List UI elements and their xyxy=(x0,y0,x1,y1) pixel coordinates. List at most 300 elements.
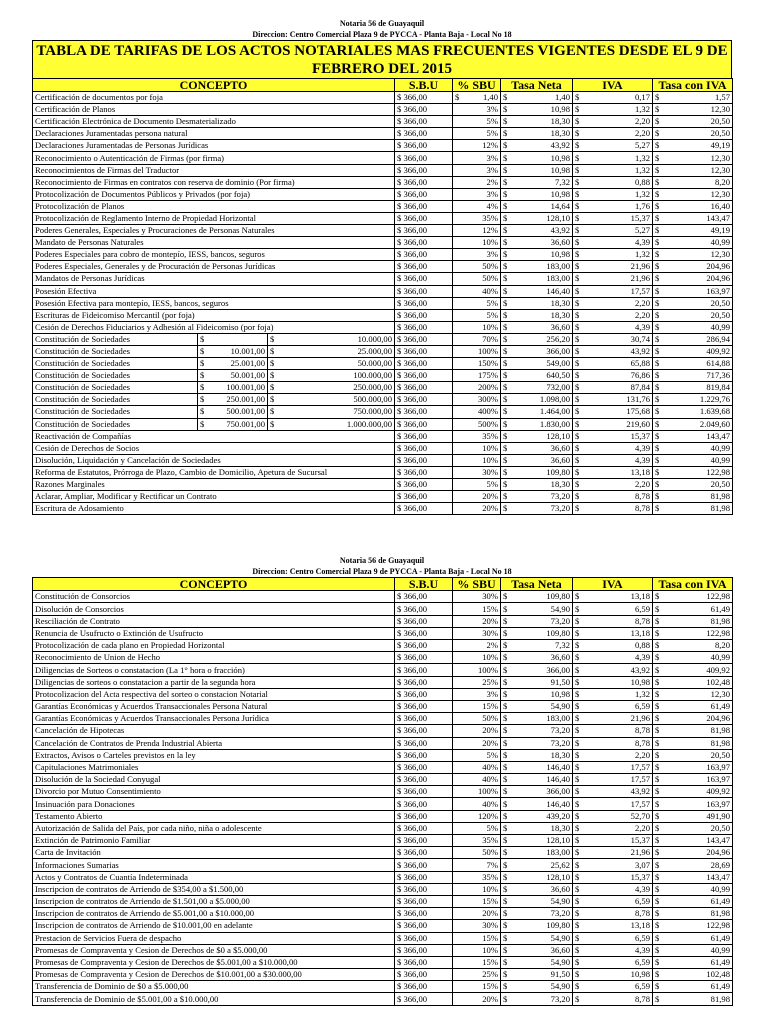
cell-pct-sbu: 5% xyxy=(453,309,501,321)
cell-tasa-neta-value: 36,60 xyxy=(550,883,570,894)
cell-concepto: Diligencias de Sorteos o constatacion (La 1° hora o fracción) xyxy=(33,664,395,676)
cell-iva-value: 8,78 xyxy=(634,908,650,919)
cell-tasa-con-iva xyxy=(653,491,733,503)
cell-tasa-con-iva-value: 81,98 xyxy=(710,615,730,626)
currency-sign: $ xyxy=(655,774,660,785)
table-row xyxy=(33,591,733,603)
currency-sign: $ xyxy=(575,932,580,943)
table-row xyxy=(33,370,733,382)
cell-tasa-neta xyxy=(501,798,573,810)
cell-tasa-con-iva xyxy=(653,382,733,394)
cell-pct-sbu: 15% xyxy=(453,895,501,907)
cell-concepto: Inscripcion de contratos de Arriendo de $354,00 a $1.500,00 xyxy=(33,883,395,895)
cell-tasa-neta xyxy=(501,883,573,895)
cell-tasa-con-iva xyxy=(653,981,733,993)
cell-concepto: Certificación de documentos por foja xyxy=(33,92,395,104)
table-row xyxy=(33,104,733,116)
currency-sign: $ xyxy=(200,370,205,381)
table-row xyxy=(33,883,733,895)
cell-tasa-neta xyxy=(501,128,573,140)
col-iva: IVA xyxy=(573,79,653,92)
cell-pct-sbu: 30% xyxy=(453,627,501,639)
cell-concepto: Promesas de Compraventa y Cesion de Derechos de $10.001,00 a $30.000,00 xyxy=(33,969,395,981)
currency-sign: $ xyxy=(655,798,660,809)
cell-iva xyxy=(573,810,653,822)
cell-tasa-neta xyxy=(501,297,573,309)
cell-tasa-neta xyxy=(501,140,573,152)
cell-iva-value: 17,57 xyxy=(630,762,650,772)
currency-sign: $ xyxy=(200,382,205,393)
cell-tasa-con-iva xyxy=(653,406,733,418)
cell-tasa-con-iva-value: 61,49 xyxy=(710,981,730,992)
currency-sign: $ xyxy=(655,370,660,381)
cell-concepto: Protocolización de Documentos Públicos y Privados (por foja) xyxy=(33,188,395,200)
cell-tasa-con-iva xyxy=(653,176,733,188)
currency-sign: $ xyxy=(503,225,508,236)
cell-tasa-neta-value: 73,20 xyxy=(550,725,570,736)
table-row xyxy=(33,333,733,345)
cell-sbu: $ 366,00 xyxy=(395,725,453,737)
cell-iva-value: 4,39 xyxy=(634,652,650,663)
currency-sign: $ xyxy=(575,152,580,163)
cell-iva-value: 6,59 xyxy=(634,981,650,992)
currency-sign: $ xyxy=(270,394,275,405)
cell-tasa-con-iva xyxy=(653,956,733,968)
cell-tasa-con-iva xyxy=(653,273,733,285)
cell-sbu: $ 366,00 xyxy=(395,615,453,627)
cell-tasa-con-iva xyxy=(653,859,733,871)
cell-tasa-neta-value: 14,64 xyxy=(550,200,570,211)
cell-tasa-con-iva-value: 1,57 xyxy=(714,92,730,103)
cell-tasa-con-iva xyxy=(653,345,733,357)
cell-tasa-neta-value: 54,90 xyxy=(550,701,570,712)
cell-tasa-neta xyxy=(501,358,573,370)
table-row xyxy=(33,835,733,847)
currency-sign: $ xyxy=(655,969,660,980)
cell-range-from xyxy=(198,382,268,394)
currency-sign: $ xyxy=(503,321,508,332)
cell-tasa-neta xyxy=(501,418,573,430)
cell-iva-value: 5,27 xyxy=(634,140,650,151)
currency-sign: $ xyxy=(575,810,580,821)
cell-iva xyxy=(573,871,653,883)
currency-sign: $ xyxy=(503,627,508,638)
cell-tasa-con-iva xyxy=(653,993,733,1005)
currency-sign: $ xyxy=(503,932,508,943)
cell-tasa-neta xyxy=(501,725,573,737)
currency-sign: $ xyxy=(655,225,660,236)
cell-tasa-con-iva xyxy=(653,591,733,603)
cell-tasa-neta-value: 54,90 xyxy=(550,896,570,907)
cell-sbu: $ 366,00 xyxy=(395,382,453,394)
cell-tasa-neta-value: 1.464,00 xyxy=(539,406,570,417)
cell-pct-sbu: 3% xyxy=(453,164,501,176)
currency-sign: $ xyxy=(503,273,508,284)
cell-tasa-neta-value: 109,80 xyxy=(546,627,570,638)
currency-sign: $ xyxy=(655,346,660,357)
cell-sbu: $ 366,00 xyxy=(395,237,453,249)
cell-tasa-con-iva xyxy=(653,810,733,822)
cell-concepto: Reconocimientos de Firmas del Traductor xyxy=(33,164,395,176)
currency-sign: $ xyxy=(655,993,660,1004)
cell-range-from-value: 10.001,00 xyxy=(230,346,265,357)
cell-tasa-neta-value: 128,10 xyxy=(546,871,570,882)
cell-iva xyxy=(573,993,653,1005)
table-row xyxy=(33,737,733,749)
currency-sign: $ xyxy=(655,200,660,211)
cell-iva-value: 1,32 xyxy=(634,688,650,699)
cell-tasa-con-iva-value: 163,97 xyxy=(706,285,730,296)
cell-pct-value: 1,40 xyxy=(482,92,498,103)
currency-sign: $ xyxy=(575,798,580,809)
cell-tasa-con-iva xyxy=(653,128,733,140)
currency-sign: $ xyxy=(655,810,660,821)
cell-iva-value: 175,68 xyxy=(626,406,650,417)
currency-sign: $ xyxy=(575,188,580,199)
cell-pct-sbu: 20% xyxy=(453,615,501,627)
cell-range-from xyxy=(198,394,268,406)
cell-pct-sbu: 5% xyxy=(453,297,501,309)
cell-tasa-neta xyxy=(501,737,573,749)
cell-tasa-con-iva xyxy=(653,932,733,944)
cell-concepto: Inscripcion de contratos de Arriendo de $1.501,00 a $5.000,00 xyxy=(33,895,395,907)
table-row xyxy=(33,786,733,798)
cell-tasa-neta-value: 36,60 xyxy=(550,321,570,332)
cell-tasa-con-iva-value: 122,98 xyxy=(706,920,730,931)
cell-tasa-neta-value: 18,30 xyxy=(550,128,570,139)
currency-sign: $ xyxy=(503,285,508,296)
currency-sign: $ xyxy=(655,92,660,103)
table-row xyxy=(33,920,733,932)
cell-iva xyxy=(573,152,653,164)
cell-concepto: Escritura de Adosamiento xyxy=(33,503,395,515)
col-tasa-con-iva: Tasa con IVA xyxy=(653,578,733,591)
cell-iva-value: 2,20 xyxy=(634,297,650,308)
cell-sbu: $ 366,00 xyxy=(395,627,453,639)
currency-sign: $ xyxy=(270,333,275,344)
cell-iva xyxy=(573,297,653,309)
cell-tasa-neta xyxy=(501,835,573,847)
cell-pct-sbu: 30% xyxy=(453,466,501,478)
cell-range-from-value: 750.001,00 xyxy=(226,418,265,429)
currency-sign: $ xyxy=(575,346,580,357)
currency-sign: $ xyxy=(655,152,660,163)
currency-sign: $ xyxy=(655,944,660,955)
currency-sign: $ xyxy=(575,212,580,223)
cell-tasa-neta-value: 73,20 xyxy=(550,737,570,748)
cell-tasa-neta xyxy=(501,370,573,382)
cell-concepto: Certificación Electrónica de Documento Desmaterializado xyxy=(33,116,395,128)
cell-tasa-neta-value: 10,98 xyxy=(550,152,570,163)
cell-tasa-con-iva xyxy=(653,737,733,749)
cell-sbu: $ 366,00 xyxy=(395,116,453,128)
cell-tasa-con-iva xyxy=(653,713,733,725)
currency-sign: $ xyxy=(655,406,660,417)
table-row xyxy=(33,981,733,993)
cell-tasa-con-iva xyxy=(653,164,733,176)
cell-range-to-value: 500.000,00 xyxy=(353,394,392,405)
cell-range-from-value: 250.001,00 xyxy=(226,394,265,405)
cell-tasa-con-iva-value: 8,20 xyxy=(714,176,730,187)
cell-tasa-con-iva-value: 81,98 xyxy=(710,737,730,748)
cell-sbu: $ 366,00 xyxy=(395,883,453,895)
cell-tasa-neta xyxy=(501,822,573,834)
cell-pct-sbu: 10% xyxy=(453,454,501,466)
currency-sign: $ xyxy=(503,883,508,894)
cell-tasa-con-iva xyxy=(653,418,733,430)
currency-sign: $ xyxy=(575,309,580,320)
cell-iva xyxy=(573,370,653,382)
cell-iva xyxy=(573,249,653,261)
cell-tasa-con-iva xyxy=(653,466,733,478)
currency-sign: $ xyxy=(575,479,580,490)
cell-iva-value: 1,32 xyxy=(634,164,650,175)
currency-sign: $ xyxy=(503,188,508,199)
cell-pct-sbu: 5% xyxy=(453,749,501,761)
table-row xyxy=(33,859,733,871)
cell-sbu: $ 366,00 xyxy=(395,944,453,956)
cell-iva xyxy=(573,944,653,956)
currency-sign: $ xyxy=(503,309,508,320)
cell-iva xyxy=(573,908,653,920)
currency-sign: $ xyxy=(575,321,580,332)
cell-iva-value: 43,92 xyxy=(630,346,650,357)
cell-tasa-neta xyxy=(501,932,573,944)
cell-tasa-con-iva-value: 20,50 xyxy=(710,479,730,490)
cell-pct-sbu: 40% xyxy=(453,798,501,810)
cell-tasa-con-iva xyxy=(653,871,733,883)
table-row xyxy=(33,345,733,357)
cell-tasa-con-iva xyxy=(653,725,733,737)
cell-pct-sbu: 4% xyxy=(453,200,501,212)
cell-pct-sbu: 15% xyxy=(453,956,501,968)
cell-tasa-con-iva xyxy=(653,835,733,847)
currency-sign: $ xyxy=(655,688,660,699)
currency-sign: $ xyxy=(575,908,580,919)
currency-sign: $ xyxy=(503,466,508,477)
cell-tasa-con-iva-value: 2.049,60 xyxy=(699,418,730,429)
table-row xyxy=(33,164,733,176)
cell-pct-sbu: 3% xyxy=(453,249,501,261)
cell-concepto: Posesión Efectiva para montepío, IESS, bancos, seguros xyxy=(33,297,395,309)
currency-sign: $ xyxy=(503,701,508,712)
cell-iva-value: 0,88 xyxy=(634,176,650,187)
cell-tasa-con-iva xyxy=(653,394,733,406)
cell-range-from xyxy=(198,418,268,430)
cell-tasa-neta-value: 18,30 xyxy=(550,749,570,760)
currency-sign: $ xyxy=(655,908,660,919)
cell-iva xyxy=(573,333,653,345)
cell-iva xyxy=(573,345,653,357)
table-row xyxy=(33,749,733,761)
cell-pct-sbu: 200% xyxy=(453,382,501,394)
table-row xyxy=(33,297,733,309)
cell-iva-value: 6,59 xyxy=(634,701,650,712)
currency-sign: $ xyxy=(575,871,580,882)
cell-concepto: Mandato de Personas Naturales xyxy=(33,237,395,249)
currency-sign: $ xyxy=(575,92,580,103)
table-row xyxy=(33,503,733,515)
cell-pct-sbu: 300% xyxy=(453,394,501,406)
currency-sign: $ xyxy=(575,627,580,638)
cell-tasa-con-iva xyxy=(653,285,733,297)
currency-sign: $ xyxy=(655,957,660,967)
cell-tasa-con-iva-value: 409,92 xyxy=(706,786,730,797)
cell-pct-sbu: 20% xyxy=(453,993,501,1005)
cell-tasa-con-iva-value: 12,30 xyxy=(710,188,730,199)
cell-tasa-con-iva xyxy=(653,442,733,454)
currency-sign: $ xyxy=(503,859,508,870)
cell-tasa-con-iva xyxy=(653,92,733,104)
currency-sign: $ xyxy=(575,406,580,417)
currency-sign: $ xyxy=(575,762,580,772)
cell-concepto: Testamento Abierto xyxy=(33,810,395,822)
cell-pct-sbu: 500% xyxy=(453,418,501,430)
tariff-table-1 xyxy=(32,78,733,515)
cell-tasa-neta xyxy=(501,969,573,981)
currency-sign: $ xyxy=(655,394,660,405)
currency-sign: $ xyxy=(503,370,508,381)
table-row xyxy=(33,774,733,786)
cell-tasa-neta-value: 128,10 xyxy=(546,835,570,846)
cell-tasa-con-iva-value: 12,30 xyxy=(710,249,730,260)
cell-tasa-con-iva-value: 8,20 xyxy=(714,640,730,651)
cell-tasa-neta-value: 146,40 xyxy=(546,774,570,785)
cell-tasa-con-iva xyxy=(653,761,733,773)
cell-sbu: $ 366,00 xyxy=(395,591,453,603)
cell-tasa-neta-value: 18,30 xyxy=(550,116,570,127)
cell-pct-sbu: 35% xyxy=(453,430,501,442)
cell-range-to-value: 10.000,00 xyxy=(357,333,392,344)
cell-concepto: Cancelación de Hipotecas xyxy=(33,725,395,737)
cell-sbu: $ 366,00 xyxy=(395,212,453,224)
cell-range-to-value: 100.000,00 xyxy=(353,370,392,381)
cell-sbu: $ 366,00 xyxy=(395,430,453,442)
cell-tasa-con-iva xyxy=(653,664,733,676)
cell-tasa-con-iva-value: 20,50 xyxy=(710,128,730,139)
cell-concepto: Transferencia de Dominio de $5.001,00 a $10.000,00 xyxy=(33,993,395,1005)
cell-tasa-con-iva xyxy=(653,615,733,627)
cell-tasa-con-iva xyxy=(653,640,733,652)
currency-sign: $ xyxy=(655,603,660,614)
cell-tasa-neta xyxy=(501,382,573,394)
cell-iva-value: 43,92 xyxy=(630,786,650,797)
currency-sign: $ xyxy=(503,212,508,223)
cell-tasa-con-iva-value: 20,50 xyxy=(710,297,730,308)
cell-iva-value: 8,78 xyxy=(634,737,650,748)
table-row xyxy=(33,273,733,285)
cell-iva xyxy=(573,700,653,712)
document-title: TABLA DE TARIFAS DE LOS ACTOS NOTARIALES MAS FRECUENTES VIGENTES DESDE EL 9 DE FEBRERO DEL 2015 xyxy=(32,40,732,78)
currency-sign: $ xyxy=(270,418,275,429)
cell-concepto: Posesión Efectiva xyxy=(33,285,395,297)
cell-pct-sbu: 20% xyxy=(453,725,501,737)
cell-sbu: $ 366,00 xyxy=(395,603,453,615)
cell-sbu: $ 366,00 xyxy=(395,761,453,773)
cell-iva xyxy=(573,466,653,478)
cell-tasa-neta xyxy=(501,152,573,164)
cell-sbu: $ 366,00 xyxy=(395,713,453,725)
cell-iva xyxy=(573,786,653,798)
cell-tasa-neta-value: 54,90 xyxy=(550,603,570,614)
cell-tasa-neta xyxy=(501,688,573,700)
cell-tasa-con-iva xyxy=(653,700,733,712)
cell-tasa-con-iva xyxy=(653,200,733,212)
currency-sign: $ xyxy=(200,358,205,369)
cell-concepto: Constitución de Sociedades xyxy=(33,382,198,394)
cell-tasa-con-iva xyxy=(653,895,733,907)
cell-tasa-con-iva-value: 1.639,68 xyxy=(699,406,730,417)
cell-tasa-con-iva-value: 20,50 xyxy=(710,749,730,760)
cell-tasa-neta xyxy=(501,285,573,297)
cell-tasa-con-iva xyxy=(653,847,733,859)
cell-tasa-con-iva xyxy=(653,969,733,981)
currency-sign: $ xyxy=(655,285,660,296)
table-row xyxy=(33,418,733,430)
cell-sbu: $ 366,00 xyxy=(395,466,453,478)
currency-sign: $ xyxy=(503,346,508,357)
cell-sbu: $ 366,00 xyxy=(395,969,453,981)
cell-tasa-con-iva xyxy=(653,116,733,128)
table-row xyxy=(33,944,733,956)
cell-concepto: Protocolizacion del Acta respectiva del sorteo o constacion Notarial xyxy=(33,688,395,700)
cell-iva xyxy=(573,176,653,188)
cell-tasa-neta xyxy=(501,956,573,968)
currency-sign: $ xyxy=(503,981,508,992)
notary-name-2: Notaria 56 de Guayaquil xyxy=(339,556,425,566)
cell-iva xyxy=(573,382,653,394)
cell-iva-value: 21,96 xyxy=(630,273,650,284)
currency-sign: $ xyxy=(575,237,580,248)
cell-tasa-neta xyxy=(501,700,573,712)
currency-sign: $ xyxy=(575,725,580,736)
cell-concepto: Garantías Económicas y Acuerdos Transaccionales Persona Natural xyxy=(33,700,395,712)
cell-tasa-neta-value: 128,10 xyxy=(546,430,570,441)
cell-tasa-neta xyxy=(501,188,573,200)
cell-sbu: $ 366,00 xyxy=(395,164,453,176)
tariff-table-2 xyxy=(32,577,733,1005)
cell-pct-sbu: 70% xyxy=(453,333,501,345)
cell-tasa-neta-value: 10,98 xyxy=(550,249,570,260)
cell-pct-sbu: 40% xyxy=(453,774,501,786)
currency-sign: $ xyxy=(503,835,508,846)
cell-iva xyxy=(573,237,653,249)
cell-iva xyxy=(573,920,653,932)
cell-pct-sbu: 10% xyxy=(453,883,501,895)
cell-range-from xyxy=(198,370,268,382)
cell-concepto: Razones Marginales xyxy=(33,479,395,491)
currency-sign: $ xyxy=(575,454,580,465)
cell-iva-value: 219,60 xyxy=(626,418,650,429)
currency-sign: $ xyxy=(503,640,508,651)
cell-concepto: Constitución de Sociedades xyxy=(33,394,198,406)
cell-pct-sbu: 100% xyxy=(453,786,501,798)
cell-tasa-con-iva-value: 143,47 xyxy=(706,212,730,223)
table-row xyxy=(33,908,733,920)
currency-sign: $ xyxy=(655,981,660,992)
cell-tasa-con-iva-value: 12,30 xyxy=(710,688,730,699)
cell-sbu: $ 366,00 xyxy=(395,370,453,382)
currency-sign: $ xyxy=(655,212,660,223)
cell-tasa-con-iva-value: 49,19 xyxy=(710,225,730,236)
currency-sign: $ xyxy=(503,871,508,882)
currency-sign: $ xyxy=(655,859,660,870)
cell-tasa-neta xyxy=(501,664,573,676)
cell-iva xyxy=(573,603,653,615)
cell-tasa-neta-value: 36,60 xyxy=(550,944,570,955)
col-sbu: S.B.U xyxy=(395,79,453,92)
cell-pct-sbu: 2% xyxy=(453,176,501,188)
